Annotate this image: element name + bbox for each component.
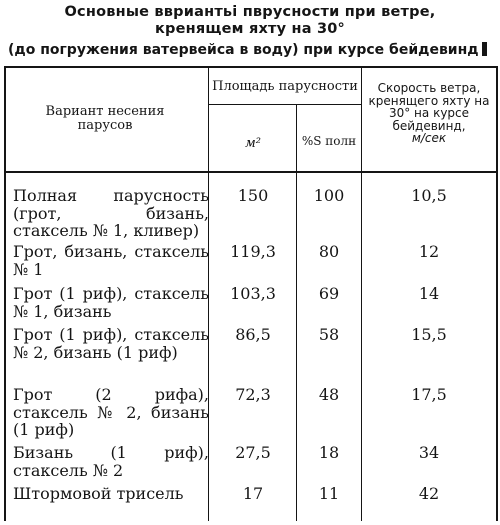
title-line-1: Основные ввриантьі пврусности при ветре, — [64, 4, 436, 20]
header-bottom-border — [4, 171, 498, 173]
row-2-pct: 80 — [318, 242, 340, 261]
row-3-wind: 14 — [418, 284, 440, 303]
row-7-pct: 11 — [318, 484, 340, 503]
row-6-name: Бизань (1 риф), стаксель № 2 — [13, 443, 209, 480]
table-left-border — [4, 66, 6, 521]
row-7-area: 17 — [242, 484, 264, 503]
row-1-area: 150 — [237, 186, 269, 205]
row-2-name: Грот, бизань, стаксель № 1 — [13, 242, 209, 279]
header-variant: Вариант несения парусов — [45, 104, 165, 133]
row-2-area: 119,3 — [230, 242, 276, 261]
row-3-name: Грот (1 риф), стаксель № 1, бизань — [13, 284, 209, 321]
table-title — [0, 4, 500, 38]
margin-mark — [482, 42, 487, 56]
row-5-pct: 48 — [318, 385, 340, 404]
table-right-border — [496, 66, 498, 521]
row-4-area: 86,5 — [235, 325, 271, 344]
header-area-unit: м² — [245, 136, 261, 151]
header-area: Площадь парусности — [212, 79, 358, 94]
row-5-wind: 17,5 — [411, 385, 447, 404]
table-subtitle — [8, 42, 498, 59]
row-6-wind: 34 — [418, 443, 440, 462]
header-wind: Скорость ветра, кренящего яхту на 30° на курсе бейдевинд, м/сек — [368, 81, 490, 145]
row-7-name: Штормовой трисель — [13, 484, 184, 503]
row-1-pct: 100 — [313, 186, 345, 205]
table-top-border — [4, 66, 498, 68]
row-3-pct: 69 — [318, 284, 340, 303]
row-5-area: 72,3 — [235, 385, 271, 404]
row-4-wind: 15,5 — [411, 325, 447, 344]
row-2-wind: 12 — [418, 242, 440, 261]
header-wind-unit: м/сек — [411, 131, 447, 145]
row-3-area: 103,3 — [230, 284, 276, 303]
row-1-name: Полная парусность (грот, бизань, стаксель № 1, кливер) — [13, 186, 209, 240]
row-6-pct: 18 — [318, 443, 340, 462]
row-4-pct: 58 — [318, 325, 340, 344]
row-4-name: Грот (1 риф), стаксель № 2, бизань (1 риф) — [13, 325, 209, 362]
row-7-wind: 42 — [418, 484, 440, 503]
row-5-name: Грот (2 рифа), стаксель № 2, бизань (1 риф) — [13, 385, 209, 439]
header-pct-unit: %S полн — [301, 134, 357, 148]
area-subheader-divider — [209, 104, 362, 105]
title-line-2: кренящем яхту на 30° — [155, 21, 345, 37]
row-6-area: 27,5 — [235, 443, 271, 462]
subtitle-text: (до погружения ватервейса в воду) при курсе бейдевинд — [8, 42, 479, 58]
row-1-wind: 10,5 — [411, 186, 447, 205]
